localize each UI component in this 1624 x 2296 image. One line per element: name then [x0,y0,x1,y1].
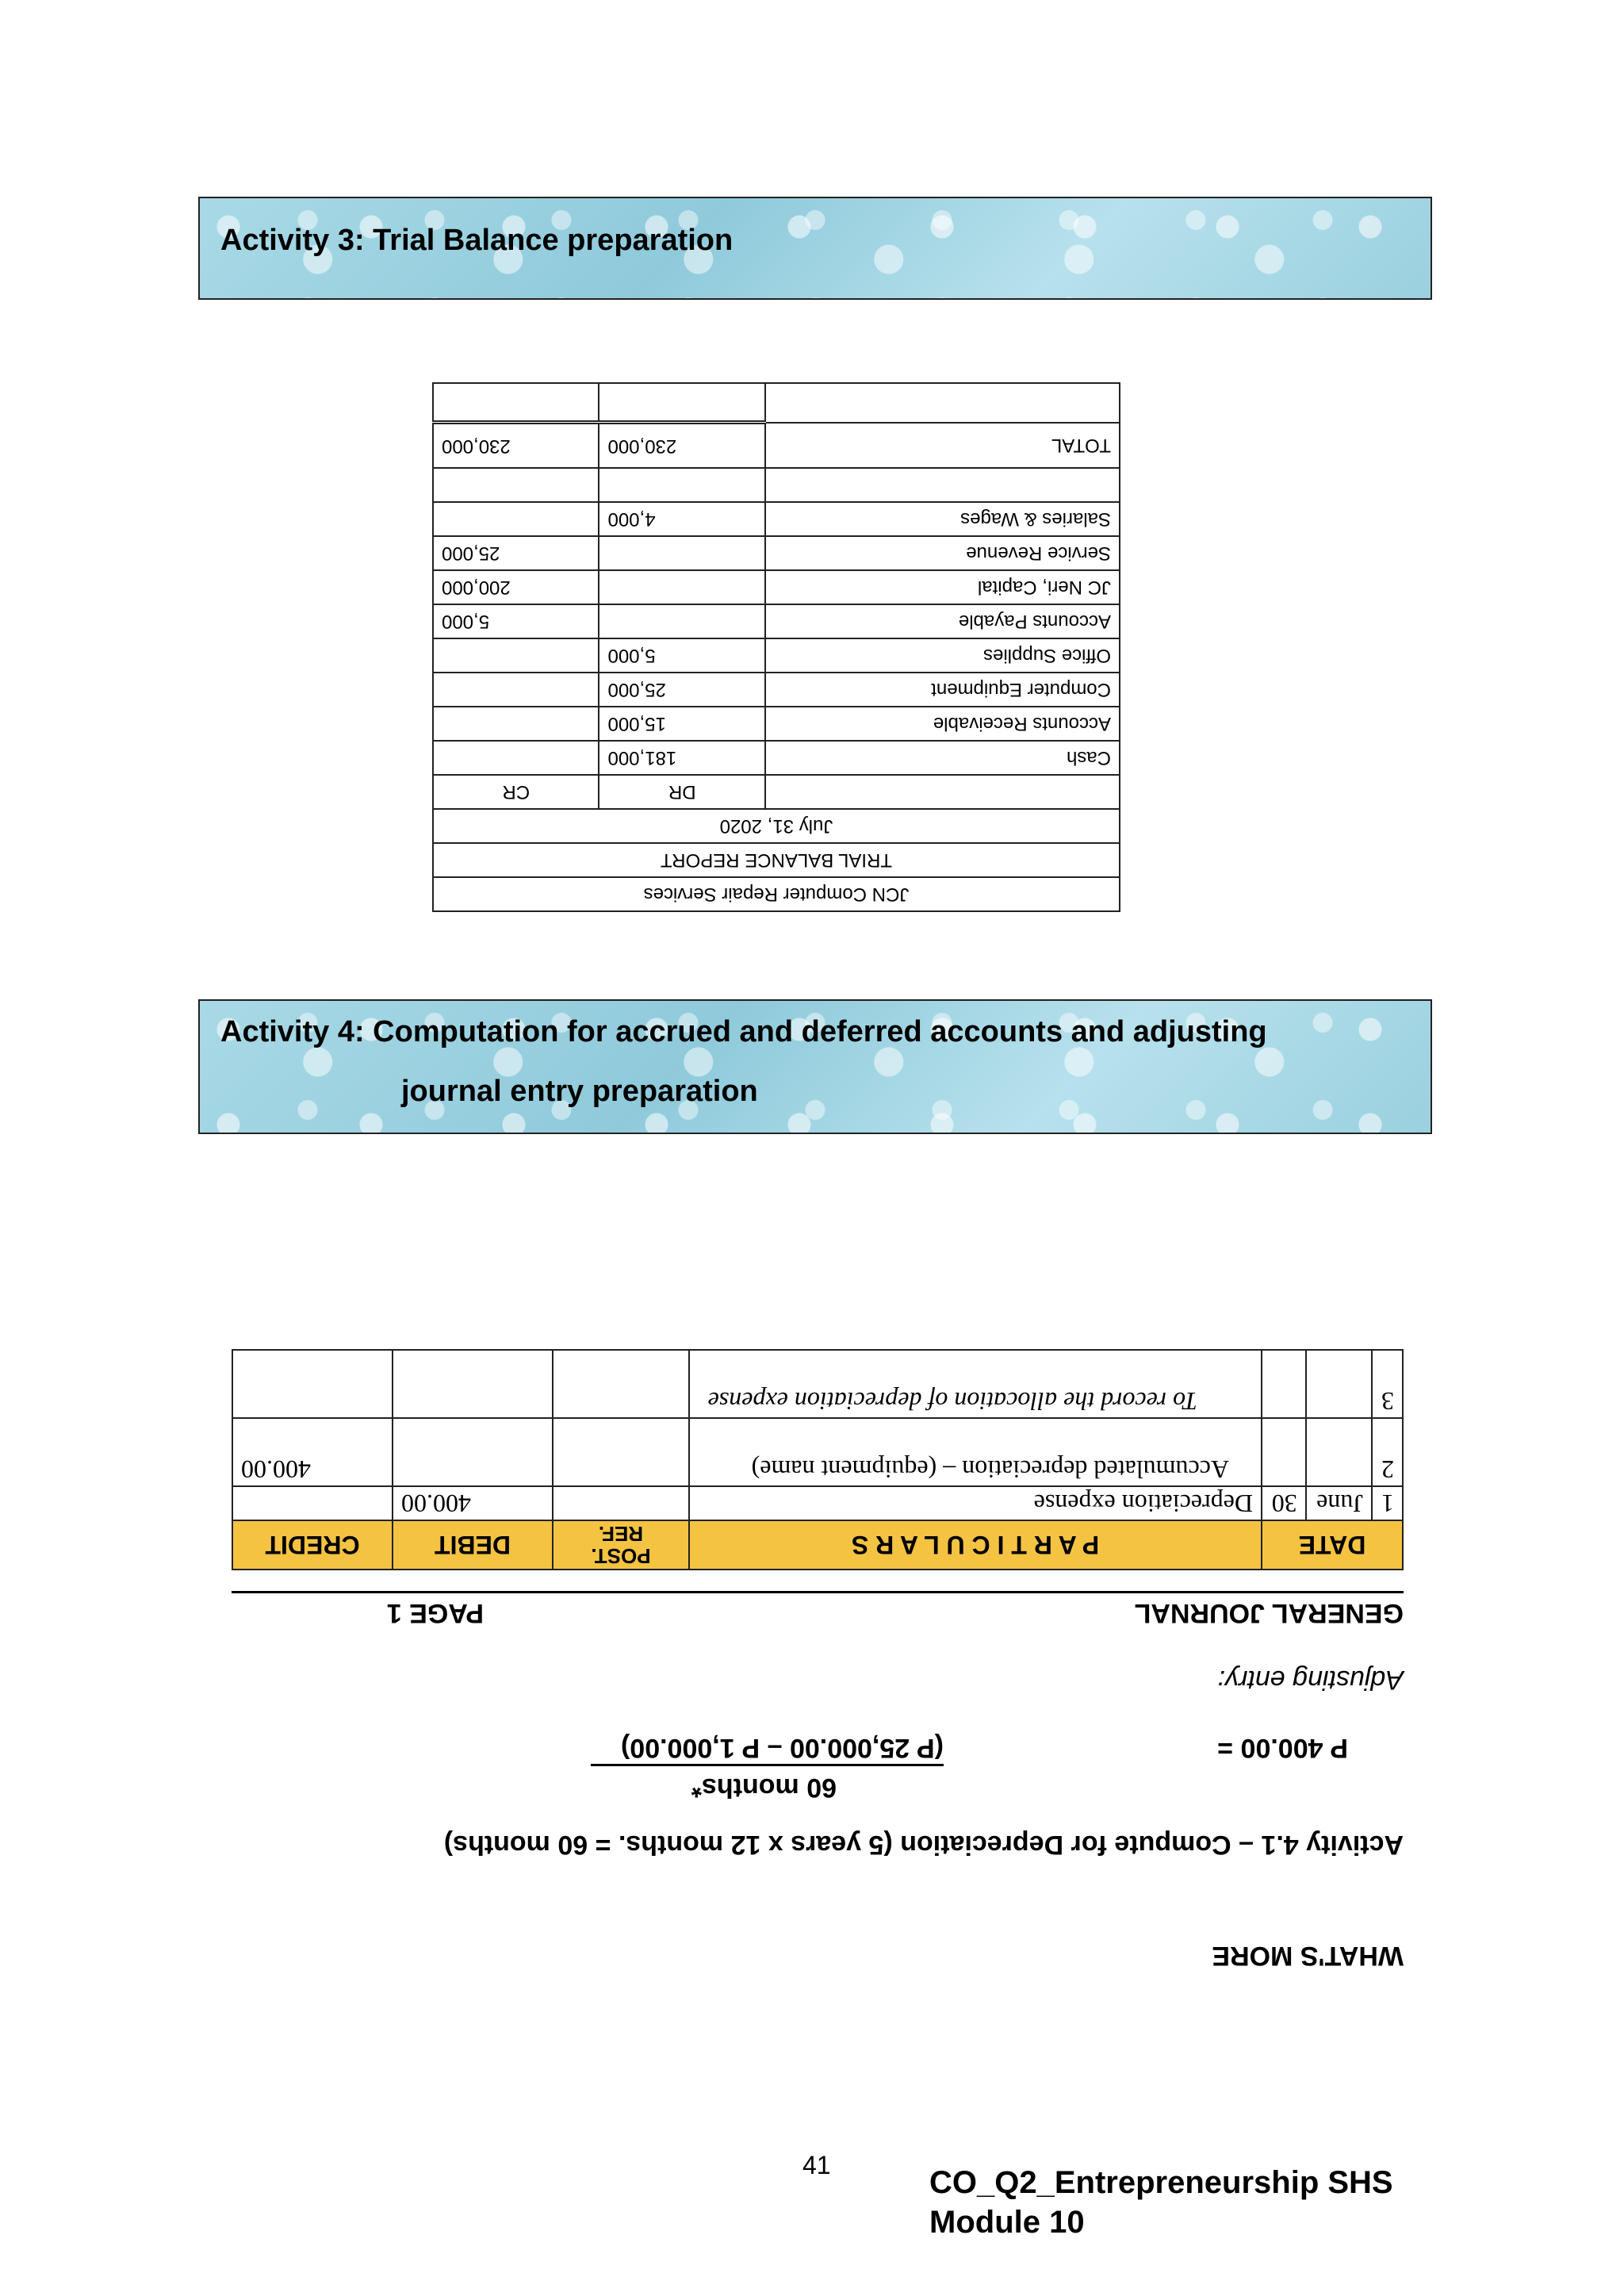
table-row [433,741,1120,775]
general-journal-page: PAGE 1 [386,1598,484,1628]
tb-total-dr: 230,000 [599,423,765,468]
journal-month [1306,1418,1372,1486]
journal-header-debit: DEBIT [393,1520,553,1570]
tb-blank-row [433,468,1120,502]
journal-day [1262,1418,1306,1486]
tb-blank-row [433,383,1120,423]
tb-dr [599,604,765,638]
journal-debit [393,1350,553,1418]
tb-cr [433,673,599,707]
table-row [433,673,1120,707]
journal-day [1262,1350,1306,1418]
table-row [433,638,1120,673]
trial-balance-table [432,358,1120,912]
activity-4-1-text: Activity 4.1 – Compute for Depreciation (5 years x 12 months. = 60 months) [443,1830,1404,1860]
activity-4-banner [198,999,1432,1134]
journal-day: 30 [1262,1486,1306,1520]
tb-account: Salaries & Wages [765,502,1120,536]
journal-credit [232,1350,393,1418]
activity-3-title: Activity 3: Trial Balance preparation [220,224,733,257]
tb-total-label: TOTAL [765,423,1120,468]
journal-header-ref: REF. [598,1522,644,1546]
activity-4-title-line2: journal entry preparation [401,1075,758,1108]
tb-account: Accounts Receivable [765,707,1120,741]
module-code-line2: Module 10 [929,2205,1085,2240]
depreciation-denominator: 60 months* [691,1773,837,1803]
tb-cr: 200,000 [433,570,599,604]
tb-cr [433,638,599,673]
page-number: 41 [802,2151,831,2179]
whats-more-section [230,1257,1404,1971]
tb-col-cr: CR [433,775,599,809]
journal-particulars: Depreciation expense [689,1486,1262,1520]
journal-header-particulars: P A R T I C U L A R S [689,1520,1262,1570]
table-row [433,570,1120,604]
tb-dr [599,570,765,604]
tb-cr [433,502,599,536]
journal-header-credit: CREDIT [232,1520,393,1570]
tb-account: Service Revenue [765,536,1120,570]
journal-credit: 400.00 [232,1418,393,1486]
table-row [433,707,1120,741]
tb-company: JCN Computer Repair Services [433,877,1120,911]
depreciation-numerator: (P 25,000.00 – P 1,000.00) [620,1733,944,1763]
tb-date: July 31, 2020 [433,809,1120,843]
depreciation-result: P 400.00 = [1217,1733,1348,1763]
table-row [232,1486,1403,1520]
tb-account: JC Neri, Capital [765,570,1120,604]
general-journal-title: GENERAL JOURNAL [1134,1598,1404,1628]
tb-cr [433,707,599,741]
fraction-line [591,1764,944,1766]
tb-report-row [433,843,1120,877]
adjusting-entry-label: Adjusting entry: [1217,1665,1404,1695]
journal-line-no: 1 [1372,1486,1403,1520]
general-journal-table [232,1349,1404,1570]
tb-dr: 4,000 [599,502,765,536]
tb-account: Cash [765,741,1120,775]
journal-debit: 400.00 [393,1486,553,1520]
whats-more-heading: WHAT'S MORE [1212,1941,1404,1971]
journal-line-no: 2 [1372,1418,1403,1486]
journal-particulars: To record the allocation of depreciation expense [689,1350,1262,1418]
tb-report-title: TRIAL BALANCE REPORT [433,843,1120,877]
journal-month: June [1306,1486,1372,1520]
tb-dr [599,536,765,570]
journal-title-rule [232,1591,1404,1593]
tb-dr: 25,000 [599,673,765,707]
tb-account: Computer Equipment [765,673,1120,707]
tb-cr: 5,000 [433,604,599,638]
activity-4-title-line1: Activity 4: Computation for accrued and deferred accounts and adjusting [220,1015,1267,1048]
table-row [433,604,1120,638]
tb-company-row [433,877,1120,911]
activity-3-banner [198,197,1432,300]
tb-dr: 5,000 [599,638,765,673]
journal-line-no: 3 [1372,1350,1403,1418]
tb-date-row [433,809,1120,843]
module-code-line1: CO_Q2_Entrepreneurship SHS [929,2165,1393,2200]
tb-total-row [433,423,1120,468]
tb-total-cr: 230,000 [433,423,599,468]
tb-cr: 25,000 [433,536,599,570]
journal-header-post-ref [553,1520,689,1570]
journal-header-date: DATE [1262,1520,1403,1570]
table-row [232,1418,1403,1486]
table-row [433,502,1120,536]
journal-month [1306,1350,1372,1418]
tb-col-dr: DR [599,775,765,809]
table-row [433,536,1120,570]
tb-account: Accounts Payable [765,604,1120,638]
journal-debit [393,1418,553,1486]
journal-credit [232,1486,393,1520]
tb-account: Office Supplies [765,638,1120,673]
tb-dr: 15,000 [599,707,765,741]
table-row [232,1350,1403,1418]
journal-particulars: Accumulated depreciation – (equipment name) [689,1418,1262,1486]
journal-header-post: POST. [591,1544,651,1568]
tb-dr: 181,000 [599,741,765,775]
tb-cr [433,741,599,775]
journal-header-row [232,1520,1403,1570]
tb-header-row [433,775,1120,809]
